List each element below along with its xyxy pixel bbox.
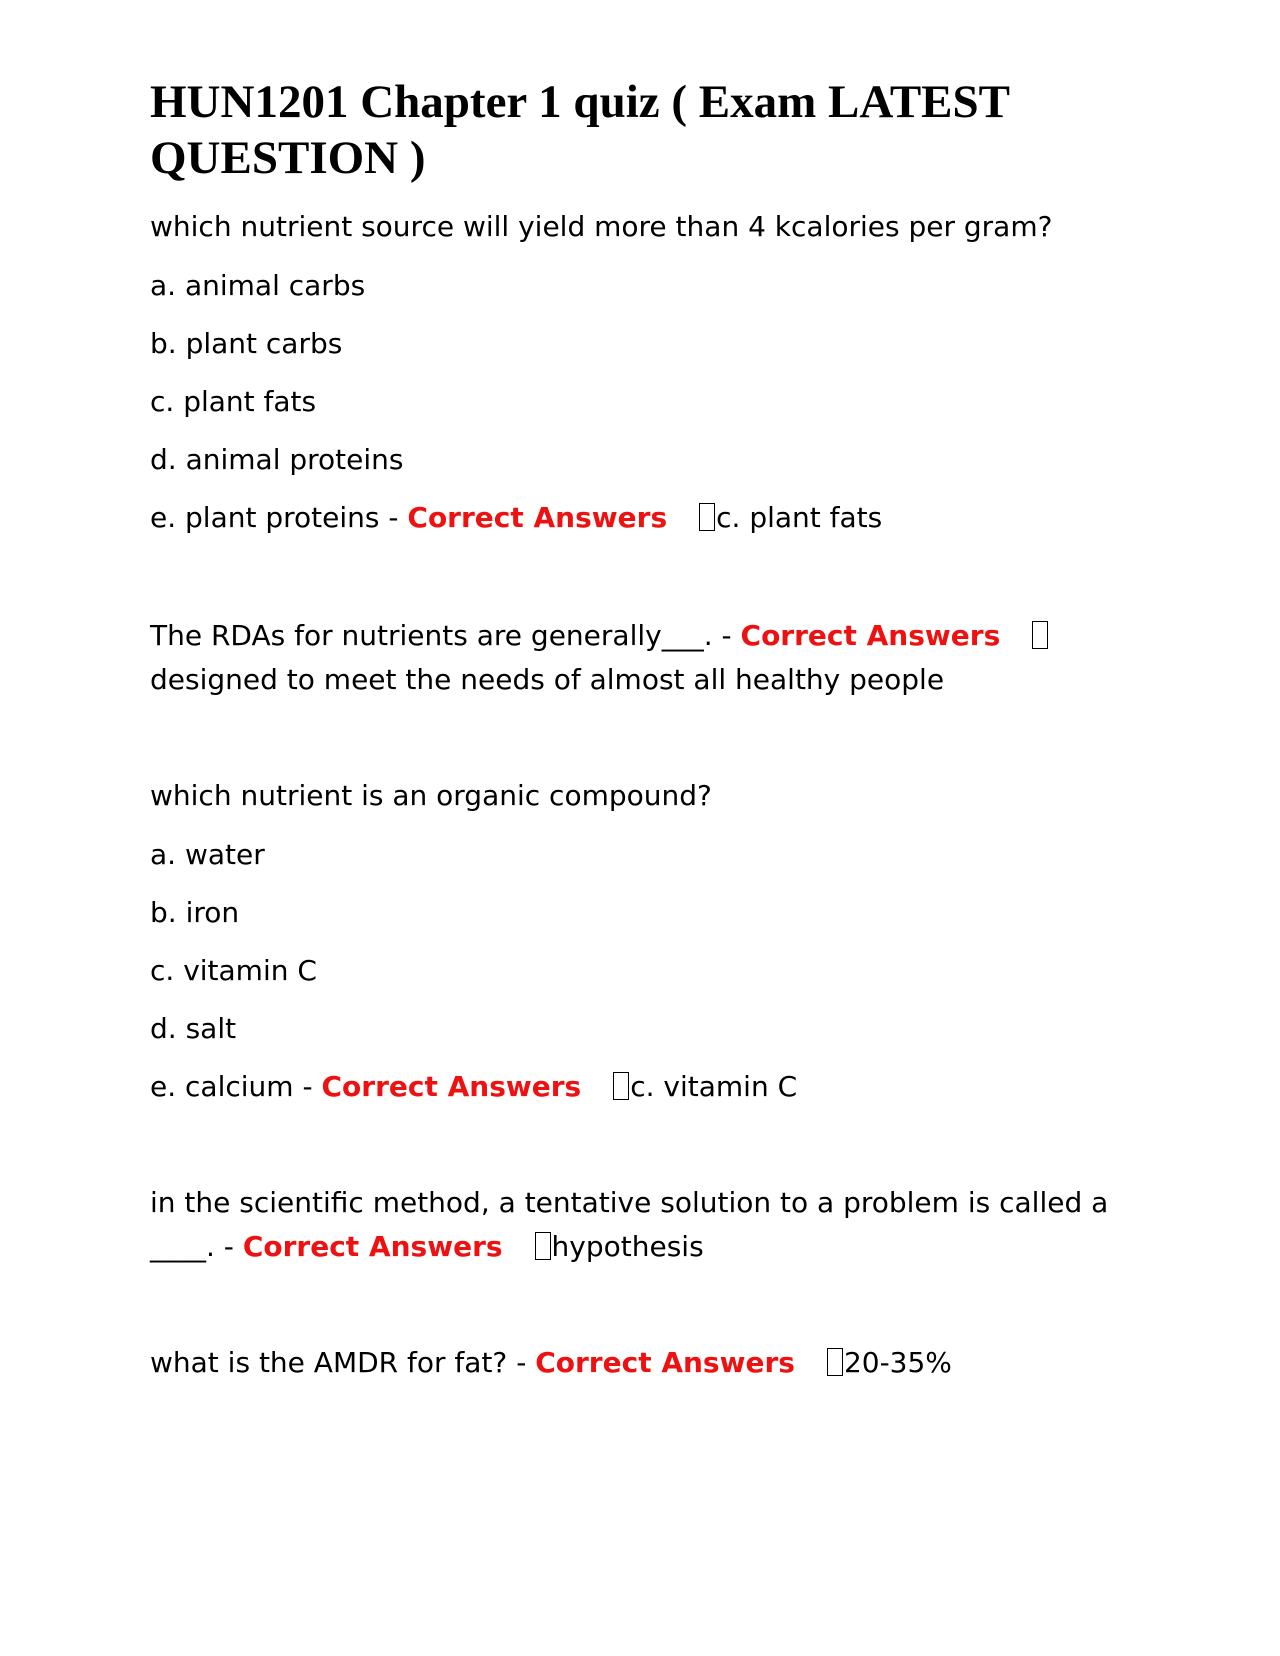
q1-answer: c. plant fats	[716, 501, 883, 534]
q1-option-e: e. plant proteins -	[150, 501, 408, 534]
correct-answers-label: Correct Answers	[407, 501, 668, 534]
question-2	[150, 614, 1140, 702]
q1-option-a: a. animal carbs	[150, 269, 366, 302]
q2-question: The RDAs for nutrients are generally___. -	[150, 619, 741, 652]
missing-glyph-icon	[827, 1348, 843, 1376]
q1-option-d: d. animal proteins	[150, 443, 404, 476]
missing-glyph-icon	[535, 1232, 551, 1260]
q3-answer: c. vitamin C	[630, 1070, 798, 1103]
q4-answer: hypothesis	[551, 1230, 704, 1263]
q3-option-e-answer-line	[150, 1065, 1140, 1109]
q1-option-e-answer-line	[150, 496, 1140, 540]
q3-option-c: c. vitamin C	[150, 954, 317, 987]
q2-answer: designed to meet the needs of almost all healthy people	[150, 663, 945, 696]
missing-glyph-icon	[699, 503, 715, 531]
question-1: which nutrient source will yield more than 4 kcalories per gram?	[150, 210, 1053, 243]
question-5	[150, 1341, 1140, 1385]
document-title: HUN1201 Chapter 1 quiz ( Exam LATEST QUESTION )	[150, 76, 1010, 184]
missing-glyph-icon	[613, 1072, 629, 1100]
q4-question: in the scientific method, a tentative solution to a problem is called a ____. -	[150, 1186, 1109, 1263]
question-3: which nutrient is an organic compound?	[150, 779, 712, 812]
question-4	[150, 1181, 1140, 1269]
correct-answers-label: Correct Answers	[535, 1346, 795, 1379]
q5-question: what is the AMDR for fat? -	[150, 1346, 536, 1379]
correct-answers-label: Correct Answers	[321, 1070, 582, 1103]
correct-answers-label: Correct Answers	[740, 619, 1001, 652]
q5-answer: 20-35%	[843, 1346, 952, 1379]
q3-option-d: d. salt	[150, 1012, 237, 1045]
q3-option-a: a. water	[150, 838, 265, 871]
missing-glyph-icon	[1032, 621, 1048, 649]
q1-option-b: b. plant carbs	[150, 327, 343, 360]
q3-option-e: e. calcium -	[150, 1070, 322, 1103]
q3-option-b: b. iron	[150, 896, 240, 929]
q1-option-c: c. plant fats	[150, 385, 317, 418]
correct-answers-label: Correct Answers	[242, 1230, 503, 1263]
